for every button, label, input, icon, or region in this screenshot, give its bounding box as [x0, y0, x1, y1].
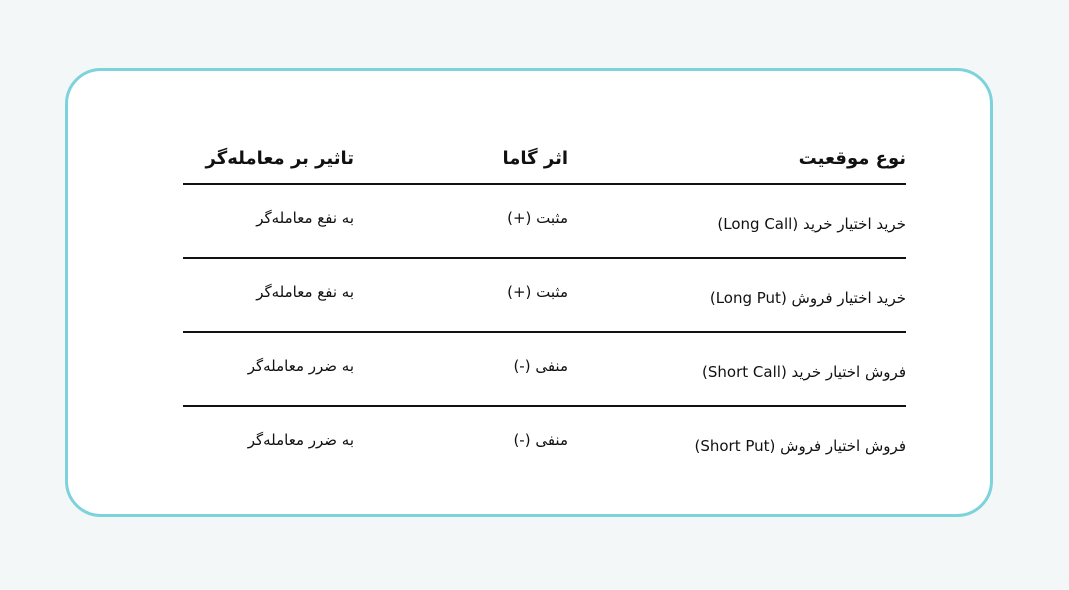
cell-effect: به ضرر معامله‌گر	[247, 431, 354, 449]
cell-gamma: مثبت (+)	[507, 283, 568, 301]
table-row	[183, 185, 906, 259]
cell-position: خرید اختیار فروش (Long Put)	[709, 289, 906, 307]
cell-position: فروش اختیار فروش (Short Put)	[694, 437, 906, 455]
cell-effect: به نفع معامله‌گر	[256, 283, 354, 301]
table-row	[183, 259, 906, 333]
cell-gamma: منفی (-)	[513, 357, 568, 375]
cell-position: فروش اختیار خرید (Short Call)	[702, 363, 906, 381]
info-card	[65, 68, 993, 517]
header-position-type: نوع موقعیت	[798, 148, 906, 169]
cell-gamma: منفی (-)	[513, 431, 568, 449]
table-row	[183, 333, 906, 407]
cell-gamma: مثبت (+)	[507, 209, 568, 227]
cell-effect: به ضرر معامله‌گر	[247, 357, 354, 375]
header-trader-impact: تاثیر بر معامله‌گر	[205, 148, 354, 169]
table-row	[183, 407, 906, 479]
gamma-table	[183, 143, 906, 479]
header-gamma-effect: اثر گاما	[502, 148, 568, 169]
cell-position: خرید اختیار خرید (Long Call)	[717, 215, 906, 233]
table-header-row	[183, 143, 906, 185]
cell-effect: به نفع معامله‌گر	[256, 209, 354, 227]
